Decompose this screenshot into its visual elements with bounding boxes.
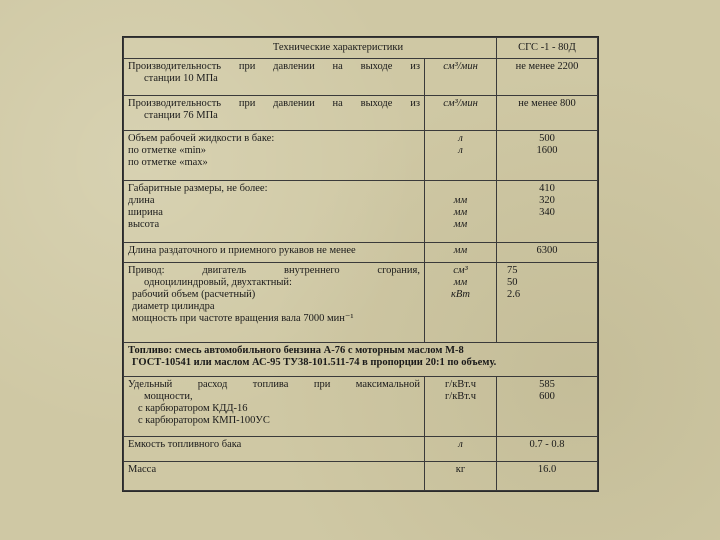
param-line: Объем рабочей жидкости в баке:	[128, 133, 275, 144]
unit-cell	[425, 243, 497, 263]
param-line: Длина раздаточного и приемного рукавов не менее	[128, 245, 356, 256]
param-line: Емкость топливного бака	[128, 439, 242, 450]
fuel-row	[124, 343, 598, 377]
value-line: 500	[539, 133, 555, 144]
unit-line: мм	[453, 219, 468, 230]
unit-cell	[425, 377, 497, 437]
specs-table	[123, 37, 598, 491]
value-line: не менее 800	[518, 98, 576, 109]
param-line: диаметр цилиндра	[132, 301, 215, 312]
param-line: мощность при частоте вращения вала 7000 мин⁻¹	[132, 313, 354, 324]
spec-sheet	[122, 36, 599, 492]
param-line: Производительность при давлении на выходе из	[128, 98, 420, 109]
table-row	[124, 462, 598, 491]
table-row	[124, 96, 598, 131]
unit-cell	[425, 462, 497, 491]
unit-line: л	[458, 133, 463, 144]
unit-line: л	[458, 439, 463, 450]
fuel-line: ГОСТ-10541 или маслом АС-95 ТУ38-101.511-74 в пропорции 20:1 по объему.	[132, 357, 497, 368]
value-line: 2.6	[507, 289, 521, 300]
param-line: ширина	[128, 207, 163, 218]
value-cell	[497, 462, 598, 491]
value-cell	[497, 96, 598, 131]
value-cell	[497, 59, 598, 96]
param-cell	[124, 96, 425, 131]
param-line: длина	[128, 195, 155, 206]
unit-line: см³/мин	[443, 98, 478, 109]
param-cell	[124, 243, 425, 263]
param-line: Удельный расход топлива при максимальной	[128, 379, 420, 390]
value-line: 75	[507, 265, 518, 276]
unit-line: мм	[453, 245, 468, 256]
unit-line: л	[458, 145, 463, 156]
param-cell	[124, 462, 425, 491]
table-row	[124, 437, 598, 462]
value-cell	[497, 181, 598, 243]
unit-line: мм	[453, 207, 468, 218]
unit-cell	[425, 181, 497, 243]
table-row	[124, 377, 598, 437]
param-line: станции 10 МПа	[144, 73, 218, 84]
value-line: 1600	[536, 145, 558, 156]
fuel-line: Топливо: смесь автомобильного бензина А-76 с моторным маслом М-8	[128, 345, 464, 356]
param-line: с карбюратором КДД-16	[138, 403, 248, 414]
unit-line: г/кВт.ч	[444, 379, 477, 390]
value-line: 600	[539, 391, 555, 402]
unit-line: кВт	[450, 289, 471, 300]
param-line: рабочий объем (расчетный)	[132, 289, 256, 300]
param-line: по отметке «max»	[128, 157, 208, 168]
value-line: 320	[539, 195, 555, 206]
param-cell	[124, 437, 425, 462]
param-line: Производительность при давлении на выходе из	[128, 61, 420, 72]
param-cell	[124, 181, 425, 243]
unit-cell	[425, 59, 497, 96]
value-line: 585	[539, 379, 555, 390]
unit-line: мм	[453, 277, 468, 288]
table-row	[124, 181, 598, 243]
value-line: 16.0	[537, 464, 557, 475]
unit-cell	[425, 263, 497, 343]
table-title: Технические характеристики	[124, 38, 497, 59]
param-cell	[124, 263, 425, 343]
value-cell	[497, 243, 598, 263]
param-line: высота	[128, 219, 160, 230]
param-line: Масса	[128, 464, 157, 475]
unit-line: см³	[453, 265, 468, 276]
value-line: 410	[539, 183, 555, 194]
unit-cell	[425, 96, 497, 131]
table-header-row	[124, 38, 598, 59]
param-line: Привод: двигатель внутреннего сгорания,	[128, 265, 420, 276]
table-row	[124, 59, 598, 96]
table-row	[124, 263, 598, 343]
value-line: 0.7 - 0.8	[529, 439, 565, 450]
param-cell	[124, 59, 425, 96]
value-line: 340	[539, 207, 555, 218]
value-line: 50	[507, 277, 518, 288]
model-label: СГС -1 - 80Д	[497, 38, 598, 59]
unit-line: кг	[455, 464, 466, 475]
param-cell	[124, 377, 425, 437]
table-row	[124, 131, 598, 181]
value-line: не менее 2200	[515, 61, 579, 72]
value-cell	[497, 131, 598, 181]
param-cell	[124, 131, 425, 181]
unit-line: см³/мин	[443, 61, 478, 72]
param-line: мощности,	[144, 391, 193, 402]
value-cell	[497, 377, 598, 437]
value-line: 6300	[536, 245, 558, 256]
unit-cell	[425, 437, 497, 462]
value-cell	[497, 437, 598, 462]
param-line: станции 76 МПа	[144, 110, 218, 121]
unit-line: г/кВт.ч	[444, 391, 477, 402]
param-line: по отметке «min»	[128, 145, 207, 156]
param-line: одноцилиндровый, двухтактный:	[144, 277, 292, 288]
fuel-cell	[124, 343, 598, 377]
unit-cell	[425, 131, 497, 181]
param-line: Габаритные размеры, не более:	[128, 183, 268, 194]
param-line: с карбюратором КМП-100УС	[138, 415, 270, 426]
unit-line: мм	[453, 195, 468, 206]
table-row	[124, 243, 598, 263]
value-cell	[497, 263, 598, 343]
